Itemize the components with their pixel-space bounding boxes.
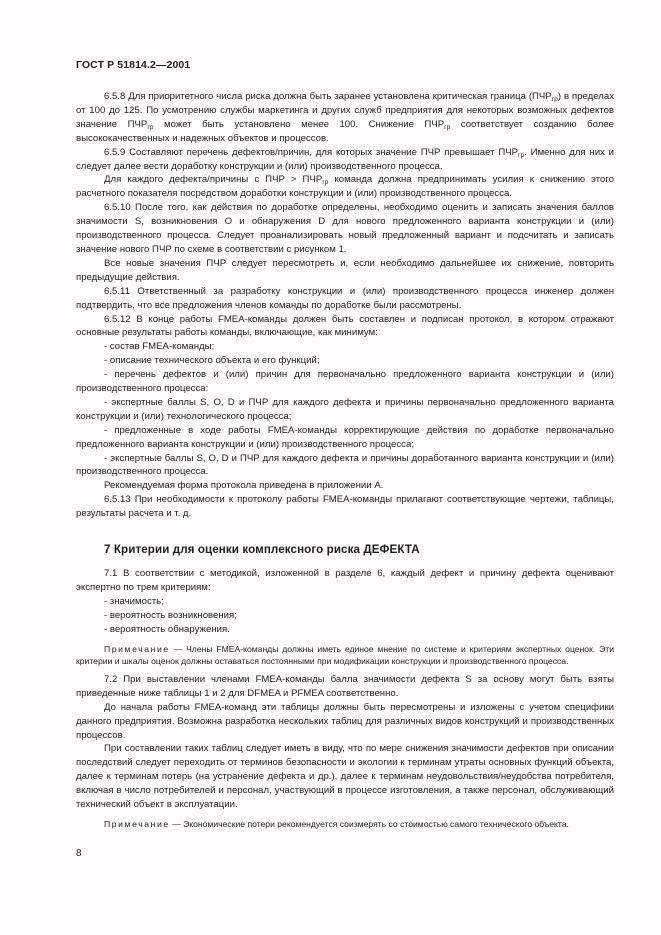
document-body <box>76 90 614 836</box>
protocol-list-item: - описание технического объекта и его функций; <box>104 355 320 367</box>
criteria-list-item: - значимость; <box>104 595 164 607</box>
protocol-list-item: - экспертные баллы S, O, D и ПЧР для каждого дефекта и причины доработанного варианта конструкции и (или) производственного процесса. <box>76 452 614 478</box>
paragraph-compiling-tables: При составлении таких таблиц следует иметь в виду, что по мере снижения значимости дефектов при описании последствий следует переходить от терминов безопасности и экологии к терминам утраты основных функций объекта, далее к терминам потерь (на устранение дефекта и др.), далее к терминам неудовольствия/неудобства потребителя, включая в число потребителей и персонал, участвующий в процессе изготовления, а также персонал, обслуживающий технический объект в эксплуатации. <box>76 743 614 811</box>
note-2: Примечание — Экономические потери рекомендуется соизмерять со стоимостью самого технического объекта. <box>104 819 569 829</box>
section-7-title: 7 Критерии для оценки комплексного риска ДЕФЕКТА <box>104 543 420 557</box>
paragraph-recommended-form: Рекомендуемая форма протокола приведена в приложении А. <box>104 480 384 492</box>
paragraph-6-5-11: 6.5.11 Ответственный за разработку конструкции и (или) производственного процесса инженер должен подтвердить, что все предложения членов команды по доработке были рассмотрены. <box>76 285 614 311</box>
paragraph-6-5-9: 6.5.9 Составляют перечень дефектов/причин, для которых значение ПЧР превышает $ПЧР_{гр}$. Именно для них и следует далее вести доработку конструкции и (или) производственного процесса. <box>76 146 614 172</box>
note-label: Примечание <box>104 819 170 829</box>
criteria-list-item: - вероятность обнаружения. <box>104 623 230 635</box>
document-header: ГОСТ Р 51814.2—2001 <box>76 59 191 71</box>
page-number: 8 <box>76 848 82 859</box>
paragraph-before-work: До начала работы FMEA-команд эти таблицы должны быть пересмотрены и изложены с учетом специфики данного предприятия. Возможна разработка нескольких таблиц для различных видов конструкций и производственных процессов. <box>76 701 614 741</box>
note-1: Примечание — Члены FMEA-команды должны иметь единое мнение по системе и критериям экспертных оценок. Эти критерии и шкалы оценок должны оставаться постоянными при модификации конструкции и производственного процесса. <box>76 643 614 666</box>
paragraph-all-new-values: Все новые значения ПЧР следует пересмотреть и, если необходимо дальнейшее их снижение, повторить предыдущие действия. <box>76 257 614 283</box>
protocol-list-item: - предложенные в ходе работы FMEA-команды корректирующие действия по доработке первоначально предложенного варианта конструкции и (или) производственного процесса; <box>76 424 614 450</box>
note-label: Примечание <box>104 643 170 654</box>
protocol-list-item: - экспертные баллы S, O, D и ПЧР для каждого дефекта и причины первоначально предложенного варианта конструкции и (или) технологического процесса; <box>76 396 614 422</box>
paragraph-6-5-12: 6.5.12 В конце работы FMEA-команды должен быть составлен и подписан протокол, в котором отражают основные результаты работы команды, включающие, как минимум: <box>76 313 614 339</box>
criteria-list-item: - вероятность возникновения; <box>104 609 237 621</box>
paragraph-7-1: 7.1 В соответствии с методикой, изложенной в разделе 6, каждый дефект и причину дефекта оценивают экспертно по трем критериям: <box>76 568 614 593</box>
protocol-list-item: - состав FMEA-команды; <box>104 341 215 353</box>
paragraph-6-5-13: 6.5.13 При необходимости к протоколу работы FMEA-команды прилагают соответствующие чертежи, таблицы, результаты расчета и т. д. <box>76 494 614 520</box>
paragraph-each-defect: Для каждого дефекта/причины с ПЧР > $ПЧР_{гр}$ команда должна предпринимать усилия к снижению этого расчетного показателя посредством доработки конструкции и (или) производственного процесса. <box>76 174 614 200</box>
paragraph-6-5-8: 6.5.8 Для приоритетного числа риска должна быть заранее установлена критическая граница $(ПЧР_{гр})$ в пределах от 100 до 125. По усмотрению службы маркетинга и других служб предприятия для некоторых возможных дефектов значение $ПЧР_{гр}$ может быть установлено менее 100. Снижение $ПЧР_{гр}$ соответствует созданию более высококачественных и надежных объектов и процессов. <box>76 91 615 144</box>
protocol-list-item: - перечень дефектов и (или) причин для первоначально предложенного варианта конструкции и (или) производственного процесса: <box>76 369 614 395</box>
paragraph-7-2: 7.2 При выставлении членами FMEA-команды балла значимости дефекта S за основу могут быть взяты приведенные ниже таблицы 1 и 2 для DFMEA и PFMEA соответственно. <box>76 673 614 699</box>
paragraph-6-5-10: 6.5.10 После того, как действия по доработке определены, необходимо оценить и записать значения баллов значимости S, возникновения O и обнаружения D для нового предложенного варианта конструкции и (или) производственного процесса. Следует проанализировать новый предложенный вариант и подсчитать и записать значение нового ПЧР по схеме в соответствии с рисунком 1. <box>76 202 614 255</box>
